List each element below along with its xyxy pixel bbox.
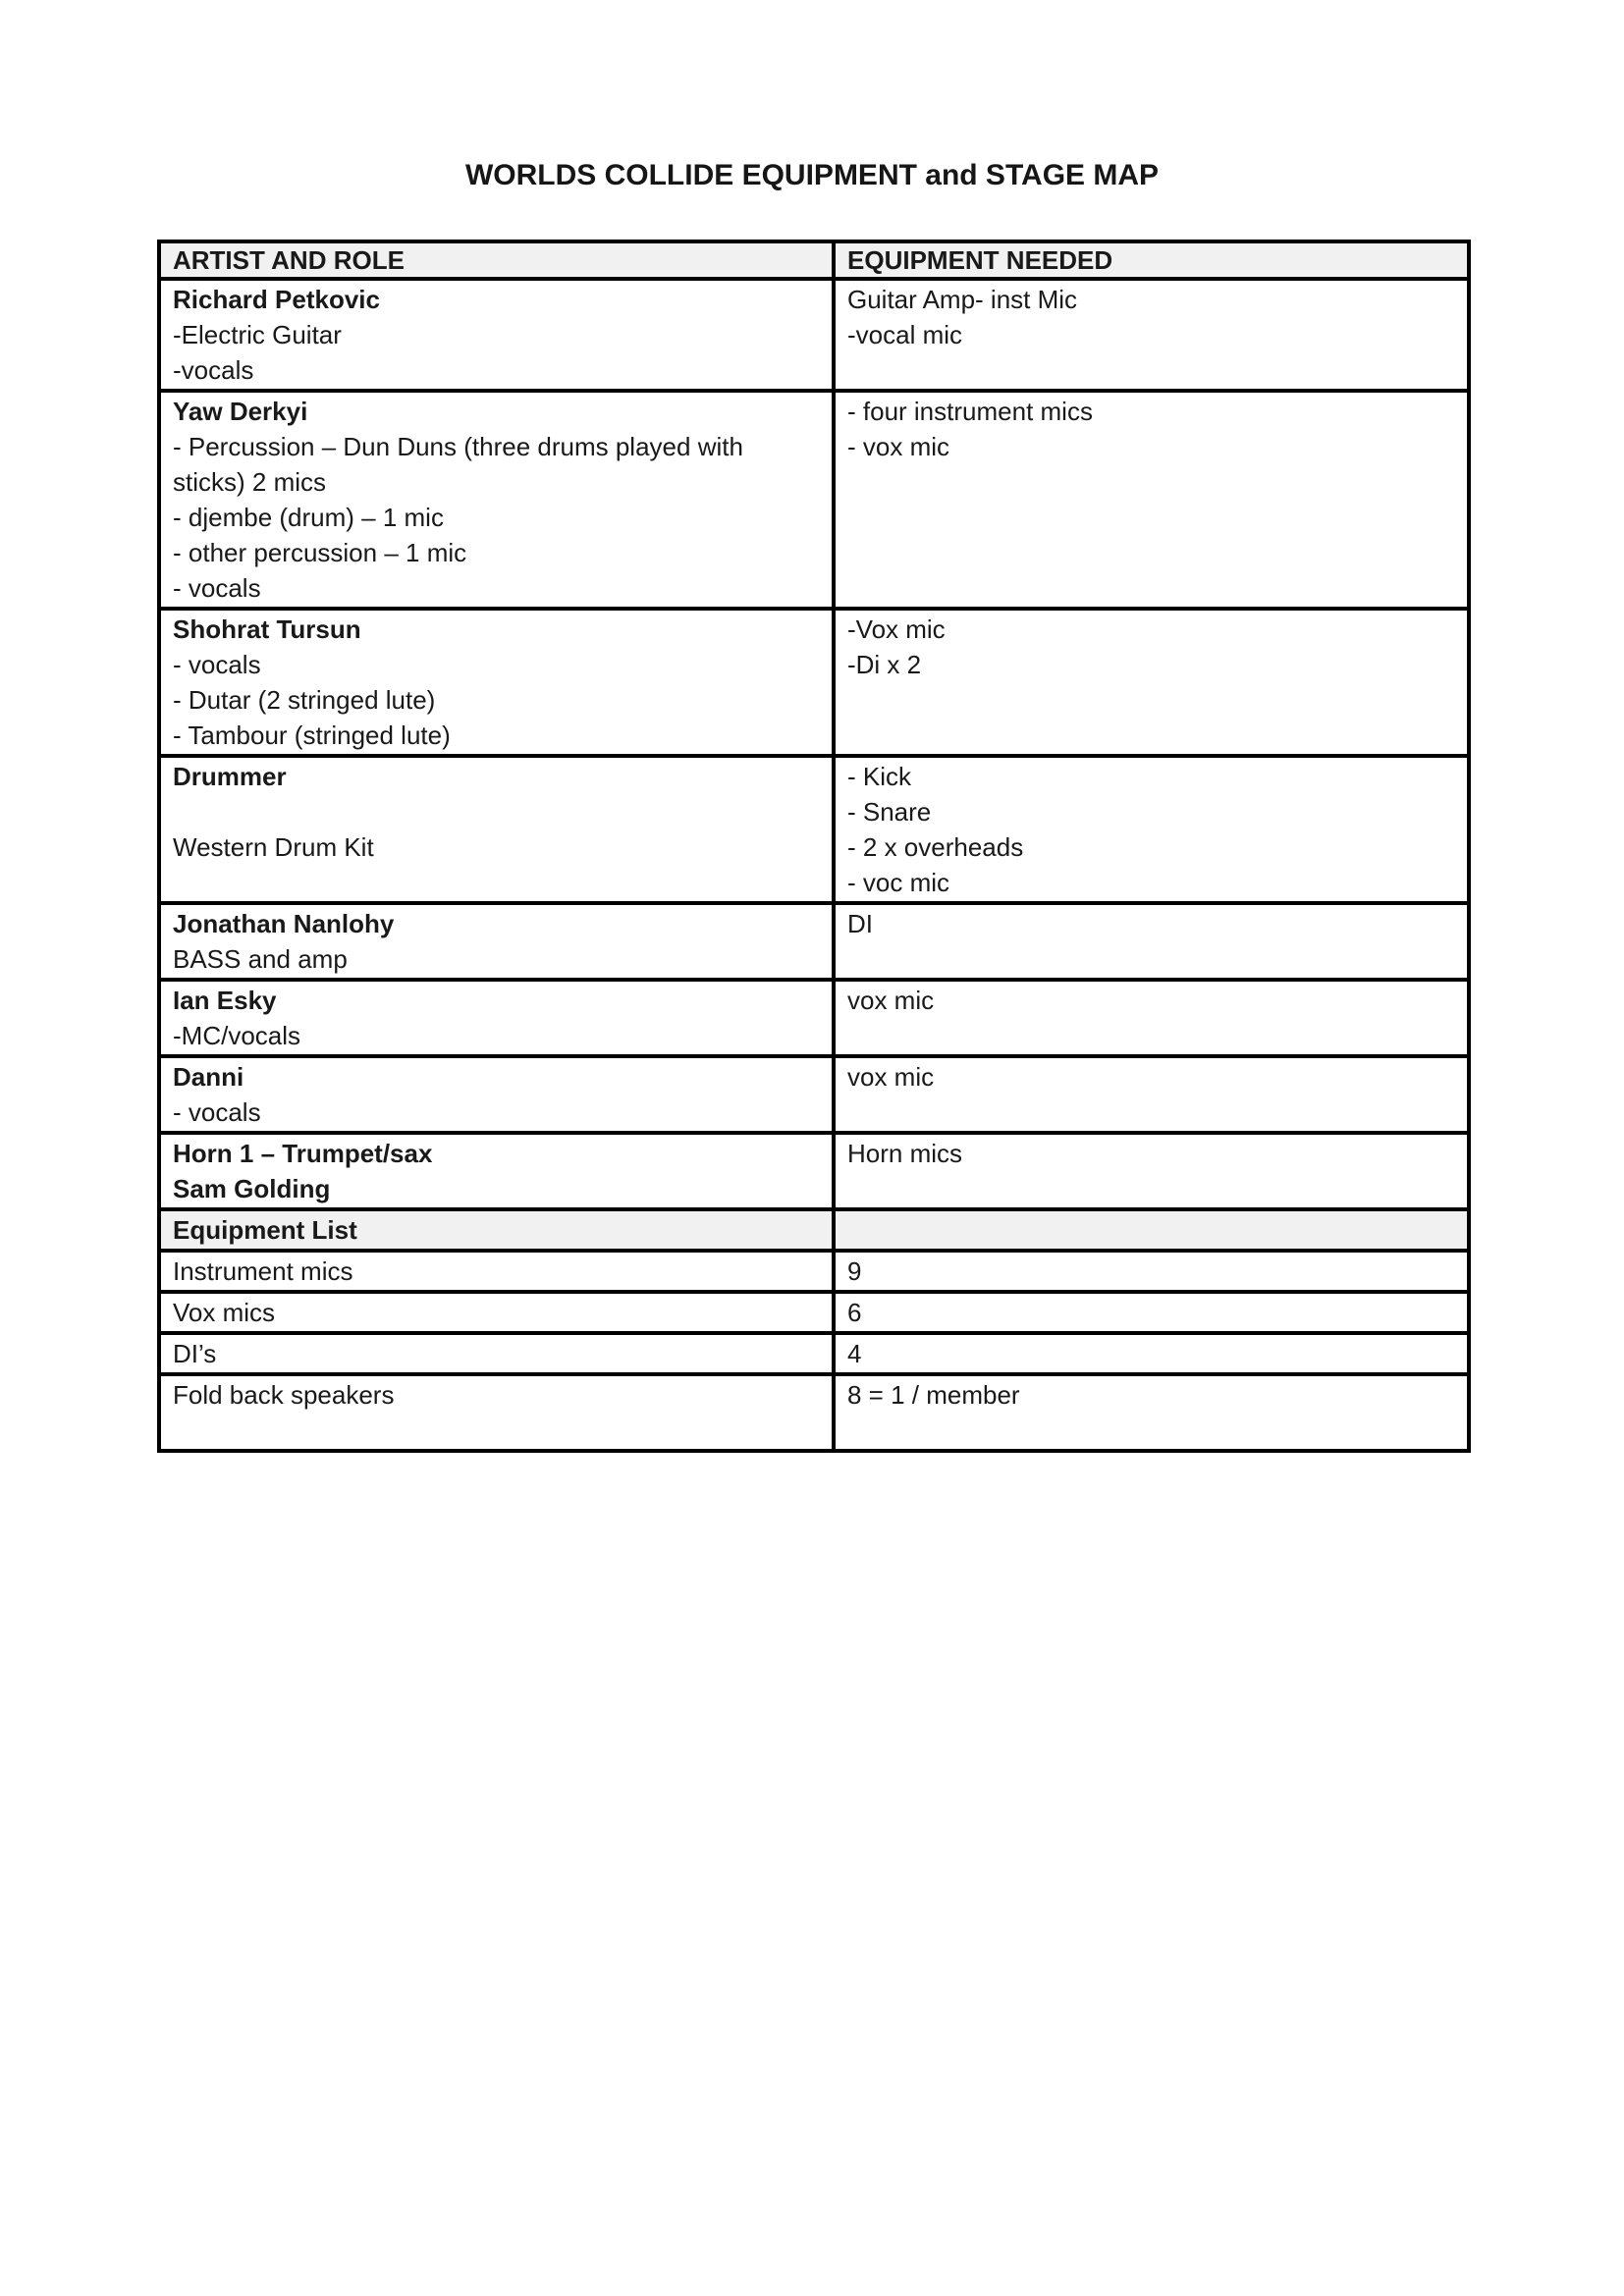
- artist-cell: [159, 1374, 834, 1451]
- equipment-cell: [834, 1292, 1469, 1333]
- artist-cell: [159, 903, 834, 980]
- artist-cell: [159, 391, 834, 609]
- cell-line: Jonathan Nanlohy: [173, 909, 395, 938]
- artist-cell: [159, 1333, 834, 1374]
- table-row: [159, 1333, 1469, 1374]
- equipment-table-body: [159, 279, 1469, 1451]
- artist-cell: [159, 1209, 834, 1251]
- equipment-cell: [834, 391, 1469, 609]
- cell-line: DI’s: [173, 1339, 217, 1368]
- artist-cell: [159, 756, 834, 903]
- cell-line: - Percussion – Dun Duns (three drums played with: [173, 432, 743, 461]
- table-row: [159, 1374, 1469, 1451]
- equipment-cell: [834, 903, 1469, 980]
- cell-line: - voc mic: [847, 868, 949, 897]
- cell-line: Richard Petkovic: [173, 285, 380, 314]
- cell-line: Fold back speakers: [173, 1380, 395, 1410]
- page-title: WORLDS COLLIDE EQUIPMENT and STAGE MAP: [464, 159, 1160, 191]
- cell-line: -vocal mic: [847, 320, 963, 349]
- equipment-cell: [834, 609, 1469, 756]
- cell-line: Danni: [173, 1062, 244, 1092]
- table-header-equipment-needed: EQUIPMENT NEEDED: [834, 241, 1469, 279]
- cell-line: sticks) 2 mics: [173, 467, 326, 497]
- equipment-cell: [834, 1251, 1469, 1292]
- cell-line: Shohrat Tursun: [173, 614, 361, 644]
- table-row: [159, 391, 1469, 609]
- cell-line: DI: [847, 909, 873, 938]
- equipment-cell: [834, 980, 1469, 1056]
- cell-line: - Kick: [847, 762, 911, 791]
- cell-line: Ian Esky: [173, 986, 277, 1015]
- cell-line: [173, 1413, 820, 1448]
- table-header-artist-and-role: ARTIST AND ROLE: [159, 241, 834, 279]
- artist-cell: [159, 1292, 834, 1333]
- table-row: [159, 1292, 1469, 1333]
- cell-line: Sam Golding: [173, 1174, 331, 1203]
- cell-line: vox mic: [847, 986, 935, 1015]
- table-row: [159, 609, 1469, 756]
- table-row: [159, 279, 1469, 391]
- cell-line: [173, 794, 820, 829]
- cell-line: - Tambour (stringed lute): [173, 721, 451, 750]
- cell-line: Vox mics: [173, 1298, 276, 1327]
- cell-line: - vocals: [173, 650, 261, 679]
- cell-line: - four instrument mics: [847, 397, 1093, 426]
- cell-line: 6: [847, 1298, 862, 1327]
- artist-cell: [159, 1133, 834, 1209]
- cell-line: -MC/vocals: [173, 1021, 301, 1050]
- artist-cell: [159, 1056, 834, 1133]
- cell-line: Instrument mics: [173, 1256, 353, 1286]
- cell-line: 4: [847, 1339, 862, 1368]
- cell-line: - 2 x overheads: [847, 832, 1024, 862]
- equipment-cell: [834, 1056, 1469, 1133]
- cell-line: Equipment List: [173, 1215, 357, 1245]
- equipment-cell: [834, 1133, 1469, 1209]
- artist-cell: [159, 1251, 834, 1292]
- cell-line: Guitar Amp- inst Mic: [847, 285, 1078, 314]
- cell-line: -Di x 2: [847, 650, 922, 679]
- cell-line: -vocals: [173, 355, 254, 385]
- table-row: [159, 1251, 1469, 1292]
- equipment-cell: [834, 756, 1469, 903]
- cell-line: Horn 1 – Trumpet/sax: [173, 1139, 433, 1168]
- cell-line: - other percussion – 1 mic: [173, 538, 467, 567]
- cell-line: Horn mics: [847, 1139, 963, 1168]
- table-header-row: [159, 241, 1469, 279]
- cell-line: - Snare: [847, 797, 932, 827]
- artist-cell: [159, 279, 834, 391]
- equipment-cell: [834, 1333, 1469, 1374]
- table-row: [159, 980, 1469, 1056]
- cell-line: 8 = 1 / member: [847, 1380, 1020, 1410]
- artist-cell: [159, 609, 834, 756]
- equipment-table: [157, 240, 1471, 1453]
- cell-line: - vocals: [173, 1097, 261, 1127]
- cell-line: - vox mic: [847, 432, 949, 461]
- equipment-cell: [834, 1374, 1469, 1451]
- table-row: [159, 756, 1469, 903]
- table-row: [159, 1133, 1469, 1209]
- cell-line: BASS and amp: [173, 944, 348, 974]
- cell-line: Western Drum Kit: [173, 832, 374, 862]
- cell-line: -Electric Guitar: [173, 320, 342, 349]
- cell-line: - vocals: [173, 573, 261, 603]
- cell-line: -Vox mic: [847, 614, 946, 644]
- cell-line: - djembe (drum) – 1 mic: [173, 503, 444, 532]
- cell-line: Yaw Derkyi: [173, 397, 308, 426]
- cell-line: vox mic: [847, 1062, 935, 1092]
- table-row: [159, 1209, 1469, 1251]
- artist-cell: [159, 980, 834, 1056]
- table-row: [159, 903, 1469, 980]
- cell-line: - Dutar (2 stringed lute): [173, 685, 436, 715]
- cell-line: 9: [847, 1256, 862, 1286]
- table-row: [159, 1056, 1469, 1133]
- equipment-cell: [834, 279, 1469, 391]
- cell-line: Drummer: [173, 762, 287, 791]
- equipment-cell: [834, 1209, 1469, 1251]
- cell-line: [847, 1212, 1455, 1248]
